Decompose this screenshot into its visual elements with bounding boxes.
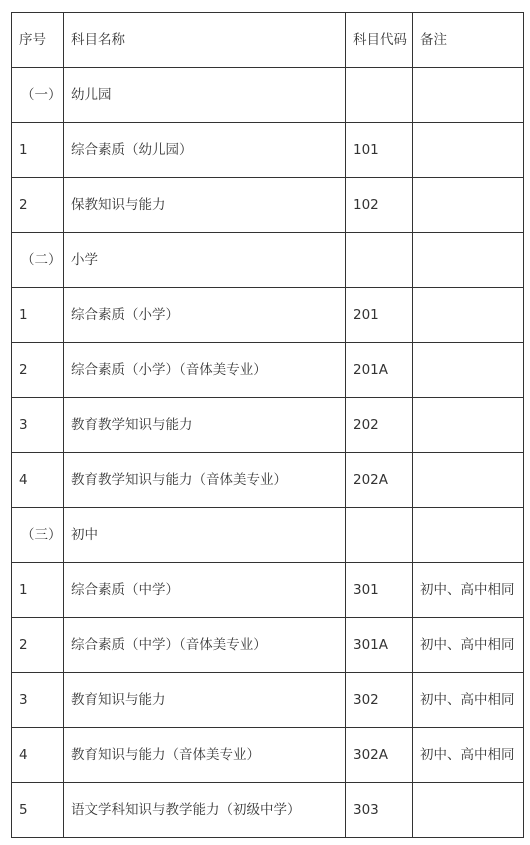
table-row bbox=[12, 783, 524, 838]
cell-subject-name: 综合素质（小学） bbox=[64, 288, 346, 343]
cell-subject-name: 小学 bbox=[64, 233, 346, 288]
section-row bbox=[12, 68, 524, 123]
cell-subject-code: 202A bbox=[346, 453, 413, 508]
table-row bbox=[12, 673, 524, 728]
table-row bbox=[12, 618, 524, 673]
cell-subject-name: 初中 bbox=[64, 508, 346, 563]
section-row bbox=[12, 233, 524, 288]
table-header-row bbox=[12, 13, 524, 68]
cell-subject-name: 教育教学知识与能力（音体美专业） bbox=[64, 453, 346, 508]
header-subject-name: 科目名称 bbox=[64, 13, 346, 68]
cell-note bbox=[413, 123, 524, 178]
cell-seq: 5 bbox=[12, 783, 64, 838]
cell-subject-code: 101 bbox=[346, 123, 413, 178]
cell-subject-code: 302A bbox=[346, 728, 413, 783]
cell-seq: 1 bbox=[12, 563, 64, 618]
cell-note bbox=[413, 398, 524, 453]
cell-seq: 3 bbox=[12, 673, 64, 728]
table-row bbox=[12, 288, 524, 343]
cell-note: 初中、高中相同 bbox=[413, 563, 524, 618]
table-row bbox=[12, 398, 524, 453]
cell-seq: 2 bbox=[12, 343, 64, 398]
cell-subject-code bbox=[346, 68, 413, 123]
cell-note: 初中、高中相同 bbox=[413, 618, 524, 673]
table-row bbox=[12, 563, 524, 618]
cell-note bbox=[413, 288, 524, 343]
table-row bbox=[12, 178, 524, 233]
cell-note bbox=[413, 453, 524, 508]
cell-subject-name: 教育知识与能力（音体美专业） bbox=[64, 728, 346, 783]
cell-subject-name: 语文学科知识与教学能力（初级中学） bbox=[64, 783, 346, 838]
section-row bbox=[12, 508, 524, 563]
header-subject-code: 科目代码 bbox=[346, 13, 413, 68]
cell-subject-code: 201A bbox=[346, 343, 413, 398]
table-row bbox=[12, 343, 524, 398]
cell-note bbox=[413, 508, 524, 563]
cell-subject-code: 102 bbox=[346, 178, 413, 233]
cell-subject-name: 保教知识与能力 bbox=[64, 178, 346, 233]
cell-seq: （二） bbox=[12, 233, 64, 288]
cell-seq: 3 bbox=[12, 398, 64, 453]
cell-subject-name: 综合素质（中学） bbox=[64, 563, 346, 618]
cell-subject-code bbox=[346, 508, 413, 563]
cell-seq: 1 bbox=[12, 123, 64, 178]
cell-seq: （一） bbox=[12, 68, 64, 123]
table-row bbox=[12, 123, 524, 178]
table-row bbox=[12, 453, 524, 508]
cell-seq: 4 bbox=[12, 728, 64, 783]
cell-subject-code: 202 bbox=[346, 398, 413, 453]
subject-table bbox=[11, 12, 524, 838]
cell-seq: 2 bbox=[12, 178, 64, 233]
table-row bbox=[12, 728, 524, 783]
cell-seq: 4 bbox=[12, 453, 64, 508]
cell-subject-code: 201 bbox=[346, 288, 413, 343]
cell-subject-code bbox=[346, 233, 413, 288]
cell-seq: 1 bbox=[12, 288, 64, 343]
cell-note bbox=[413, 783, 524, 838]
table-body bbox=[12, 68, 524, 838]
cell-subject-code: 302 bbox=[346, 673, 413, 728]
cell-seq: 2 bbox=[12, 618, 64, 673]
cell-note: 初中、高中相同 bbox=[413, 673, 524, 728]
cell-note bbox=[413, 68, 524, 123]
cell-subject-code: 301 bbox=[346, 563, 413, 618]
cell-subject-name: 教育教学知识与能力 bbox=[64, 398, 346, 453]
cell-note bbox=[413, 343, 524, 398]
cell-subject-name: 综合素质（幼儿园） bbox=[64, 123, 346, 178]
cell-subject-code: 301A bbox=[346, 618, 413, 673]
header-seq: 序号 bbox=[12, 13, 64, 68]
cell-subject-name: 综合素质（小学）（音体美专业） bbox=[64, 343, 346, 398]
header-note: 备注 bbox=[413, 13, 524, 68]
cell-subject-name: 教育知识与能力 bbox=[64, 673, 346, 728]
cell-note bbox=[413, 233, 524, 288]
cell-subject-name: 幼儿园 bbox=[64, 68, 346, 123]
cell-subject-code: 303 bbox=[346, 783, 413, 838]
cell-seq: （三） bbox=[12, 508, 64, 563]
cell-note bbox=[413, 178, 524, 233]
cell-note: 初中、高中相同 bbox=[413, 728, 524, 783]
cell-subject-name: 综合素质（中学）（音体美专业） bbox=[64, 618, 346, 673]
